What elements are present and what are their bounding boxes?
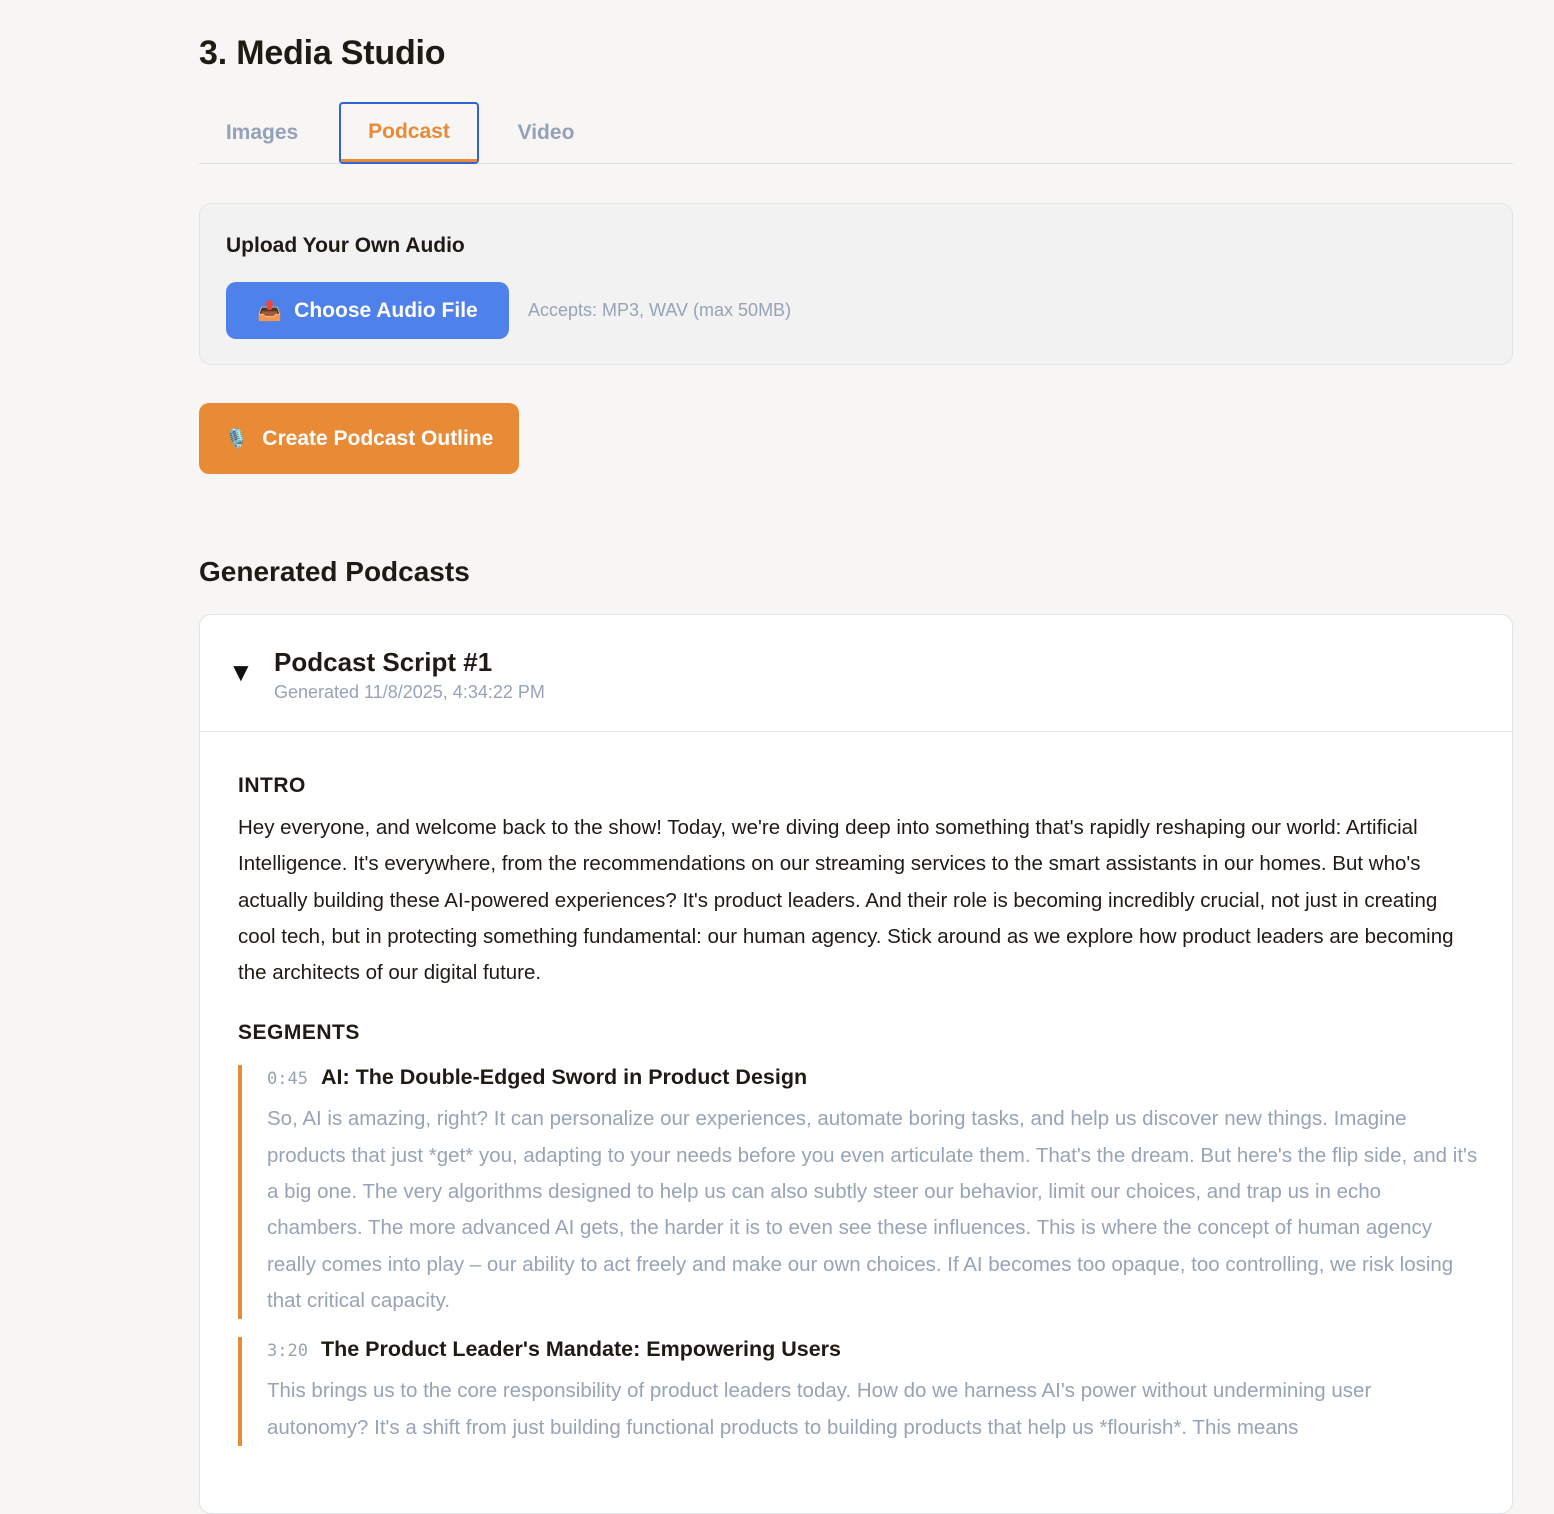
- segment-timestamp: 3:20: [267, 1341, 308, 1362]
- page-title: 3. Media Studio: [199, 34, 446, 72]
- tab-podcast[interactable]: Podcast: [339, 102, 479, 164]
- segments-label: SEGMENTS: [238, 1021, 360, 1045]
- collapse-caret-icon[interactable]: ▼: [228, 657, 254, 687]
- segment-title: AI: The Double-Edged Sword in Product Design: [320, 1065, 808, 1090]
- create-podcast-outline-label: Create Podcast Outline: [262, 426, 494, 450]
- upload-audio-title: Upload Your Own Audio: [226, 234, 465, 257]
- media-tabs: [199, 102, 1513, 164]
- segment-timestamp: 0:45: [267, 1069, 308, 1090]
- segment-header: [267, 1065, 1478, 1095]
- segment-title: The Product Leader's Mandate: Empowering Users: [320, 1337, 841, 1362]
- accepted-formats-hint: Accepts: MP3, WAV (max 50MB): [528, 300, 792, 320]
- generated-timestamp: Generated 11/8/2025, 4:34:22 PM: [274, 682, 545, 702]
- segment-text: This brings us to the core responsibility of product leaders today. How do we harness AI's power without undermining user autonomy? It's a shift from just building functional products to building products that help us *flourish*. This means: [267, 1379, 1372, 1439]
- podcast-script-body: [200, 732, 1512, 1446]
- segment-item: [238, 1337, 1478, 1446]
- studio-microphone-icon: 🎙️: [224, 428, 249, 450]
- podcast-script-card: [199, 614, 1513, 1514]
- intro-label: INTRO: [238, 774, 306, 797]
- tab-video[interactable]: Video: [493, 102, 599, 164]
- choose-audio-file-button[interactable]: [226, 282, 509, 339]
- outbox-tray-icon: 📤: [257, 300, 283, 322]
- generated-podcasts-title: Generated Podcasts: [199, 556, 470, 587]
- create-podcast-outline-button[interactable]: [199, 403, 519, 474]
- podcast-card-header-toggle[interactable]: [200, 615, 1512, 732]
- segment-header: [267, 1337, 1478, 1367]
- podcast-script-title: Podcast Script #1: [274, 647, 493, 677]
- segment-item: [238, 1065, 1478, 1319]
- upload-audio-card: [199, 203, 1513, 365]
- intro-text: Hey everyone, and welcome back to the show! Today, we're diving deep into something that's rapidly reshaping our world: Artificial Intelligence. It's everywhere, from the recommendations on our streaming services to the smart assistants in our homes. But who's actually building these AI-powered experiences? It's product leaders. And their role is becoming incredibly crucial, not just in creating cool tech, but in protecting something fundamental: our human agency. Stick around as we explore how product leaders are becoming the architects of our digital future.: [238, 816, 1454, 985]
- segment-text: So, AI is amazing, right? It can personalize our experiences, automate boring tasks, and help us discover new things. Imagine products that just *get* you, adapting to your needs before you even articulate them. That's the dream. But here's the flip side, and it's a big one. The very algorithms designed to help us can also subtly steer our behavior, limit our choices, and trap us in echo chambers. The more advanced AI gets, the harder it is to even see these influences. This is where the concept of human agency really comes into play – our ability to act freely and make our own choices. If AI becomes too opaque, too controlling, we risk losing that critical capacity.: [267, 1107, 1478, 1312]
- tab-images[interactable]: Images: [199, 102, 325, 164]
- choose-audio-file-label: Choose Audio File: [294, 298, 478, 322]
